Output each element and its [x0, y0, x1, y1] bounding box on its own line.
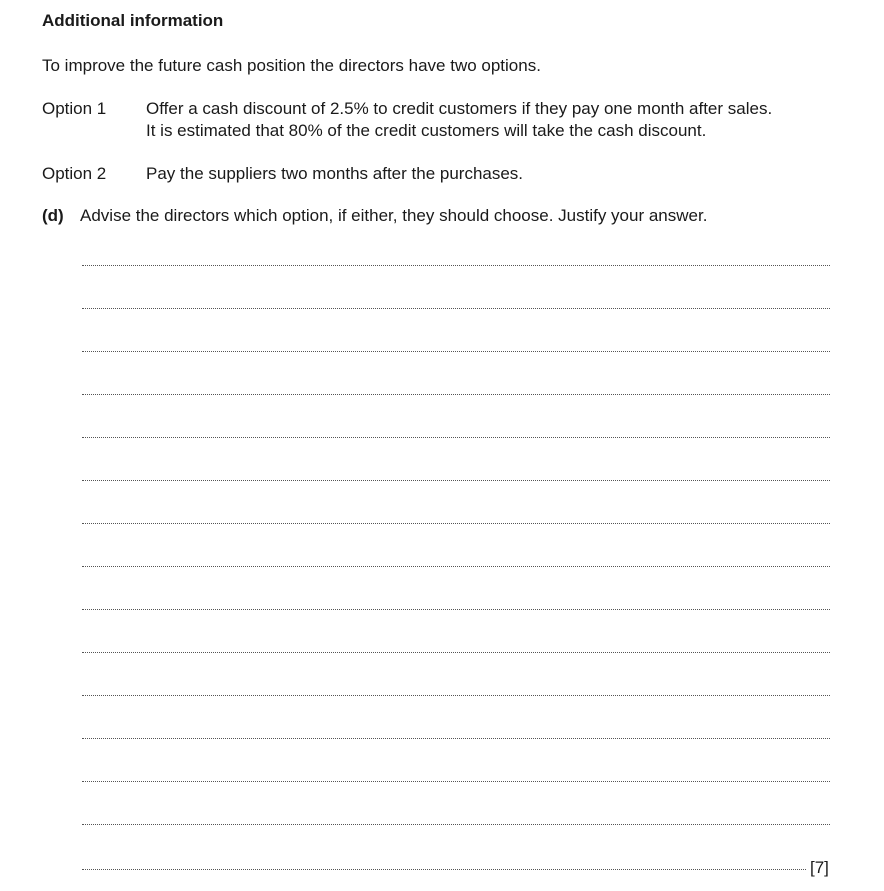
option-1-line-2: It is estimated that 80% of the credit customers will take the cash discount.: [146, 121, 707, 140]
answer-line[interactable]: [82, 695, 830, 696]
answer-line[interactable]: [82, 566, 830, 567]
answer-line[interactable]: [82, 351, 830, 352]
answer-line[interactable]: [82, 824, 830, 825]
answer-line[interactable]: [82, 738, 830, 739]
question-part-label: (d): [42, 206, 64, 225]
section-heading: Additional information: [42, 11, 224, 30]
answer-line[interactable]: [82, 480, 830, 481]
answer-line[interactable]: [82, 394, 830, 395]
question-text: Advise the directors which option, if either, they should choose. Justify your answer.: [80, 206, 708, 225]
answer-line-last[interactable]: [82, 869, 806, 870]
intro-text: To improve the future cash position the directors have two options.: [42, 56, 541, 75]
option-1-label: Option 1: [42, 99, 107, 118]
answer-line[interactable]: [82, 609, 830, 610]
answer-line[interactable]: [82, 437, 830, 438]
marks-label: [7]: [810, 858, 829, 877]
answer-line[interactable]: [82, 781, 830, 782]
answer-line[interactable]: [82, 652, 830, 653]
answer-line[interactable]: [82, 308, 830, 309]
option-1-line-1: Offer a cash discount of 2.5% to credit customers if they pay one month after sales.: [146, 99, 773, 118]
option-2-label: Option 2: [42, 164, 107, 183]
answer-line[interactable]: [82, 265, 830, 266]
option-2-line-1: Pay the suppliers two months after the purchases.: [146, 164, 524, 183]
answer-line[interactable]: [82, 523, 830, 524]
